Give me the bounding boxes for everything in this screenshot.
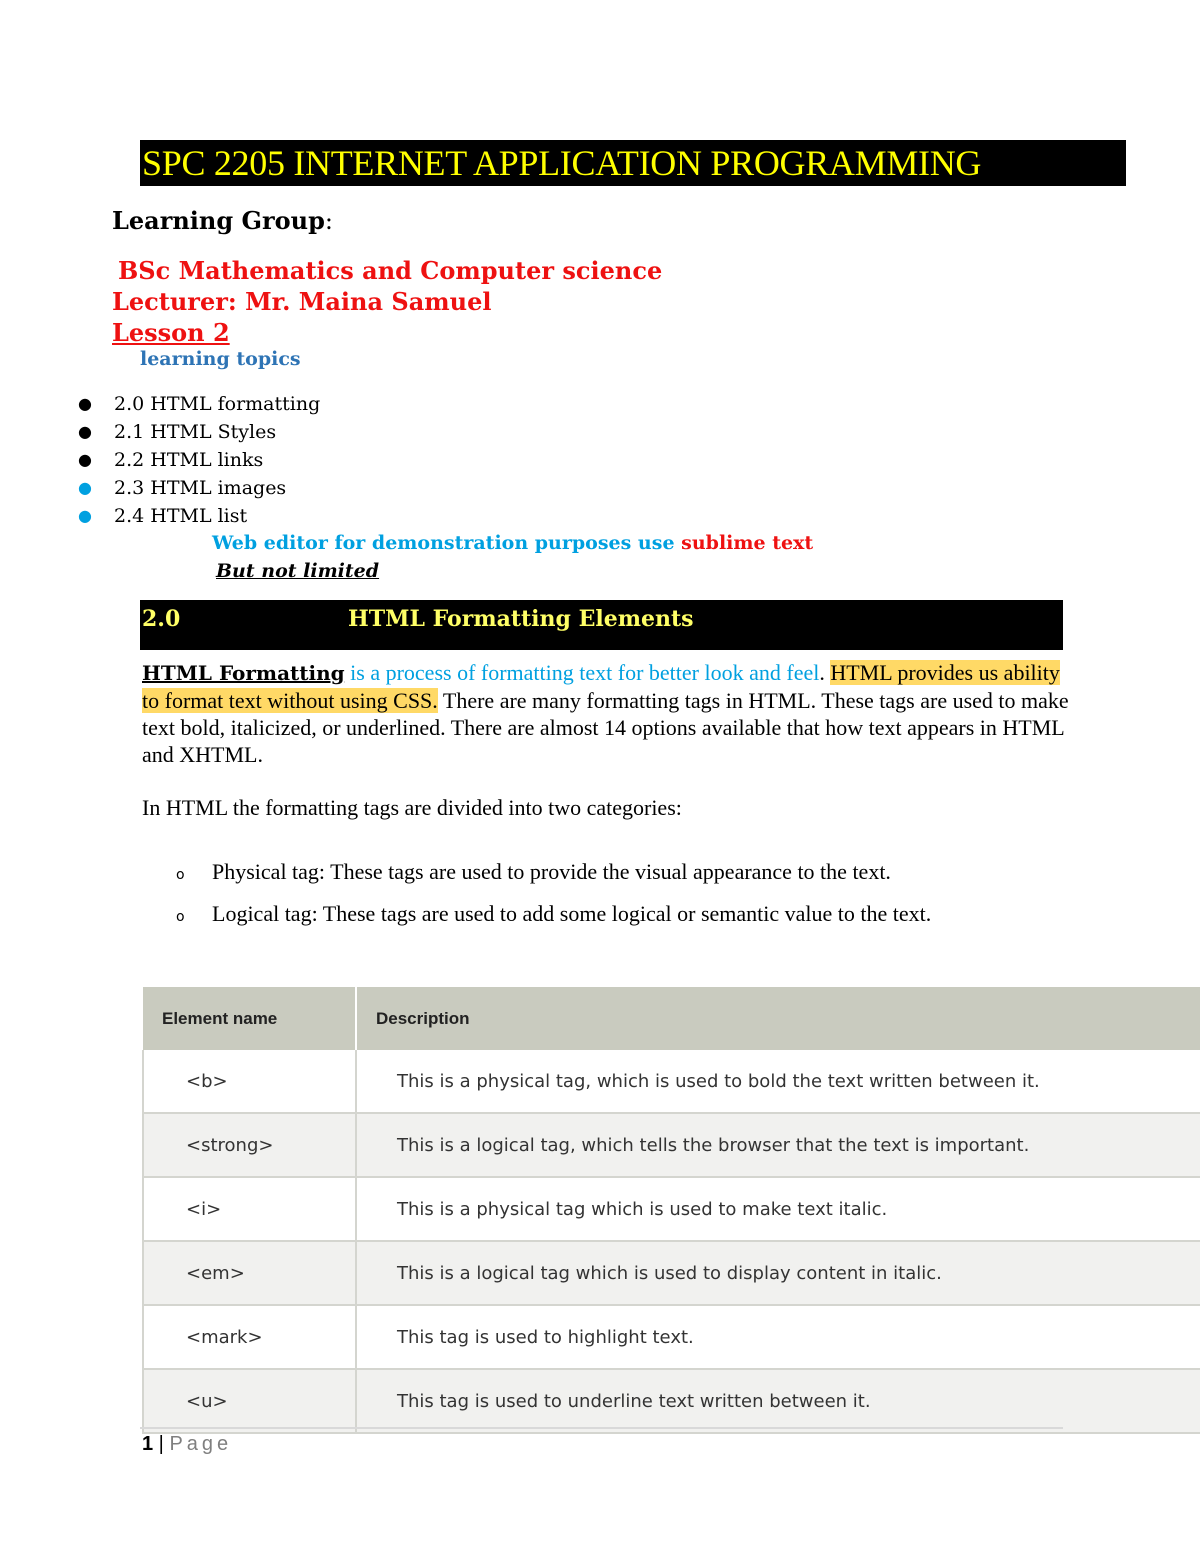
document-title: SPC 2205 INTERNET APPLICATION PROGRAMMING — [140, 140, 1126, 186]
category-logical: Logical tag: These tags are used to add some logical or semantic value to the text. — [212, 901, 932, 926]
page-number: 1 — [142, 1433, 154, 1455]
list-item: ● 2.1 HTML Styles — [70, 418, 320, 446]
learning-group-label: Learning Group: — [112, 206, 333, 235]
table-row — [143, 1050, 1200, 1113]
topics-heading: learning topics — [140, 348, 301, 370]
bullet-icon: ● — [78, 394, 92, 413]
element-cell: <em> — [143, 1241, 356, 1305]
bullet-icon: ● — [78, 422, 92, 441]
element-cell: <u> — [143, 1369, 356, 1433]
section-heading — [140, 600, 1063, 650]
description-cell: This is a logical tag, which tells the browser that the text is important. — [356, 1113, 1200, 1177]
table-row — [143, 1241, 1200, 1305]
bullet-icon: ● — [78, 478, 92, 497]
bullet-icon: ● — [78, 450, 92, 469]
bullet-icon: ● — [78, 506, 92, 525]
description-cell: This is a physical tag, which is used to bold the text written between it. — [356, 1050, 1200, 1113]
intro-paragraph: HTML Formatting is a process of formatting text for better look and feel. HTML provides us ability to format text without using CSS. There are many formatting tags in HTML. These tags are used to make text bold, italicized, or underlined. There are almost 14 options available that how text appears in HTML and XHTML. — [142, 660, 1069, 767]
topic-list — [70, 390, 320, 530]
program-name: BSc Mathematics and Computer science — [118, 256, 663, 285]
highlighted-text: HTML provides us ability to format text without using CSS. — [142, 660, 1060, 713]
circle-bullet-icon: o — [176, 909, 185, 925]
list-item: ● 2.2 HTML links — [70, 446, 320, 474]
lesson-label: Lesson 2 — [112, 318, 230, 347]
formatting-elements-table — [142, 987, 1200, 1434]
section-title: HTML Formatting Elements — [348, 606, 694, 632]
element-cell: <i> — [143, 1177, 356, 1241]
editor-note: Web editor for demonstration purposes use sublime text — [212, 532, 814, 554]
categories-intro: In HTML the formatting tags are divided into two categories: — [142, 795, 682, 820]
description-cell: This is a physical tag which is used to make text italic. — [356, 1177, 1200, 1241]
table-header-row — [143, 987, 1200, 1050]
table-row — [143, 1113, 1200, 1177]
list-item: ● 2.3 HTML images — [70, 474, 320, 502]
list-item: ● 2.0 HTML formatting — [70, 390, 320, 418]
description-cell: This tag is used to underline text written between it. — [356, 1369, 1200, 1433]
lecturer-name: Lecturer: Mr. Maina Samuel — [112, 287, 492, 316]
category-physical: Physical tag: These tags are used to provide the visual appearance to the text. — [212, 859, 891, 884]
table-row — [143, 1305, 1200, 1369]
page-label: Page — [169, 1433, 233, 1455]
description-cell: This tag is used to highlight text. — [356, 1305, 1200, 1369]
element-cell: <mark> — [143, 1305, 356, 1369]
column-header-description: Description — [356, 987, 1200, 1050]
section-number: 2.0 — [142, 606, 181, 632]
column-header-element: Element name — [143, 987, 356, 1050]
list-item: ● 2.4 HTML list — [70, 502, 320, 530]
element-cell: <strong> — [143, 1113, 356, 1177]
element-cell: <b> — [143, 1050, 356, 1113]
footer-divider — [140, 1427, 1063, 1429]
table-row — [143, 1177, 1200, 1241]
page-footer: 1 | Page — [142, 1433, 233, 1455]
editor-note-sub: But not limited — [216, 560, 380, 582]
description-cell: This is a logical tag which is used to display content in italic. — [356, 1241, 1200, 1305]
circle-bullet-icon: o — [176, 867, 185, 883]
table-row — [143, 1369, 1200, 1433]
